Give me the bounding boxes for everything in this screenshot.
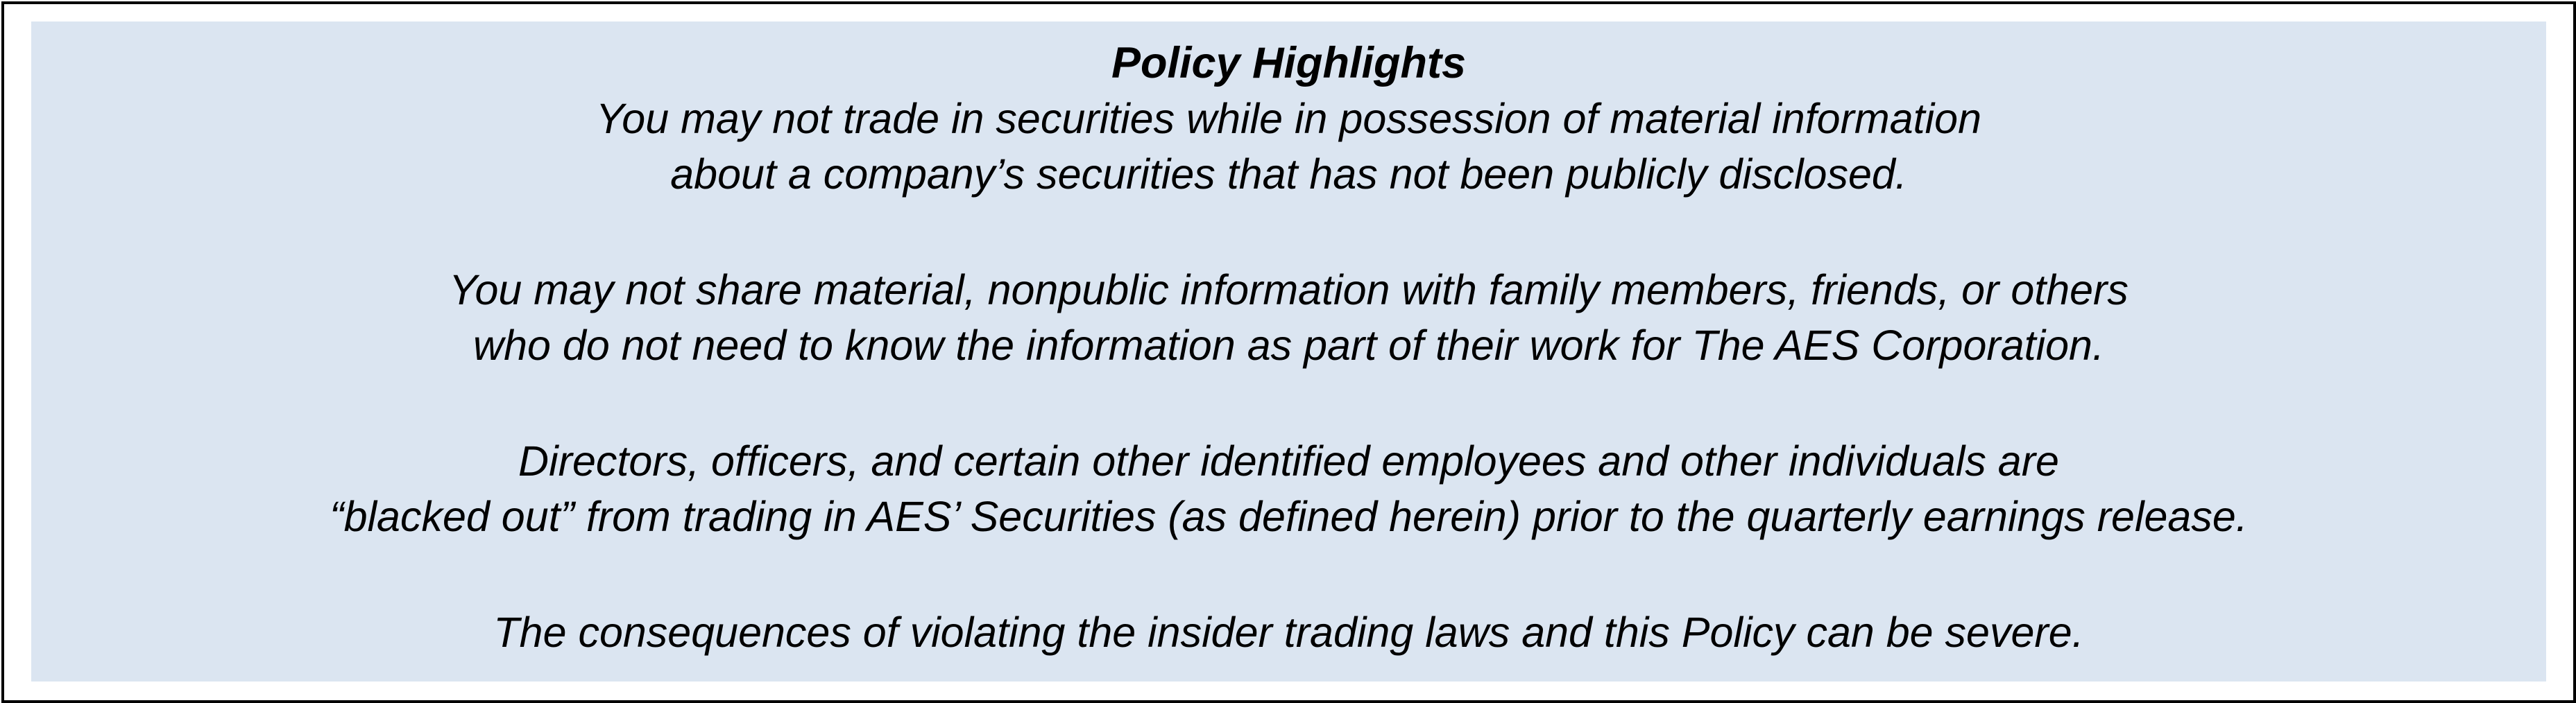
policy-paragraph-blackout [31,433,2546,544]
policy-paragraph-line: You may not share material, nonpublic information with family members, friends, or others [449,266,2129,313]
policy-paragraph-sharing [31,262,2546,373]
policy-highlights-panel [31,21,2546,682]
policy-paragraph-trading [31,91,2546,202]
policy-paragraph-line: Directors, officers, and certain other identified employees and other individuals are [518,437,2059,485]
policy-highlights-title: Policy Highlights [1111,39,1467,87]
policy-paragraph-line: about a company’s securities that has not been publicly disclosed. [670,150,1907,198]
policy-paragraph-line: You may not trade in securities while in possession of material information [595,95,1982,142]
policy-paragraph-line: The consequences of violating the insider trading laws and this Policy can be severe. [493,609,2084,656]
policy-paragraph-line: “blacked out” from trading in AES’ Securities (as defined herein) prior to the quarterly earnings release. [330,493,2248,540]
policy-highlights-frame [1,1,2576,703]
policy-paragraph-consequences [31,605,2546,660]
policy-paragraph-line: who do not need to know the information as part of their work for The AES Corporation. [473,322,2104,369]
